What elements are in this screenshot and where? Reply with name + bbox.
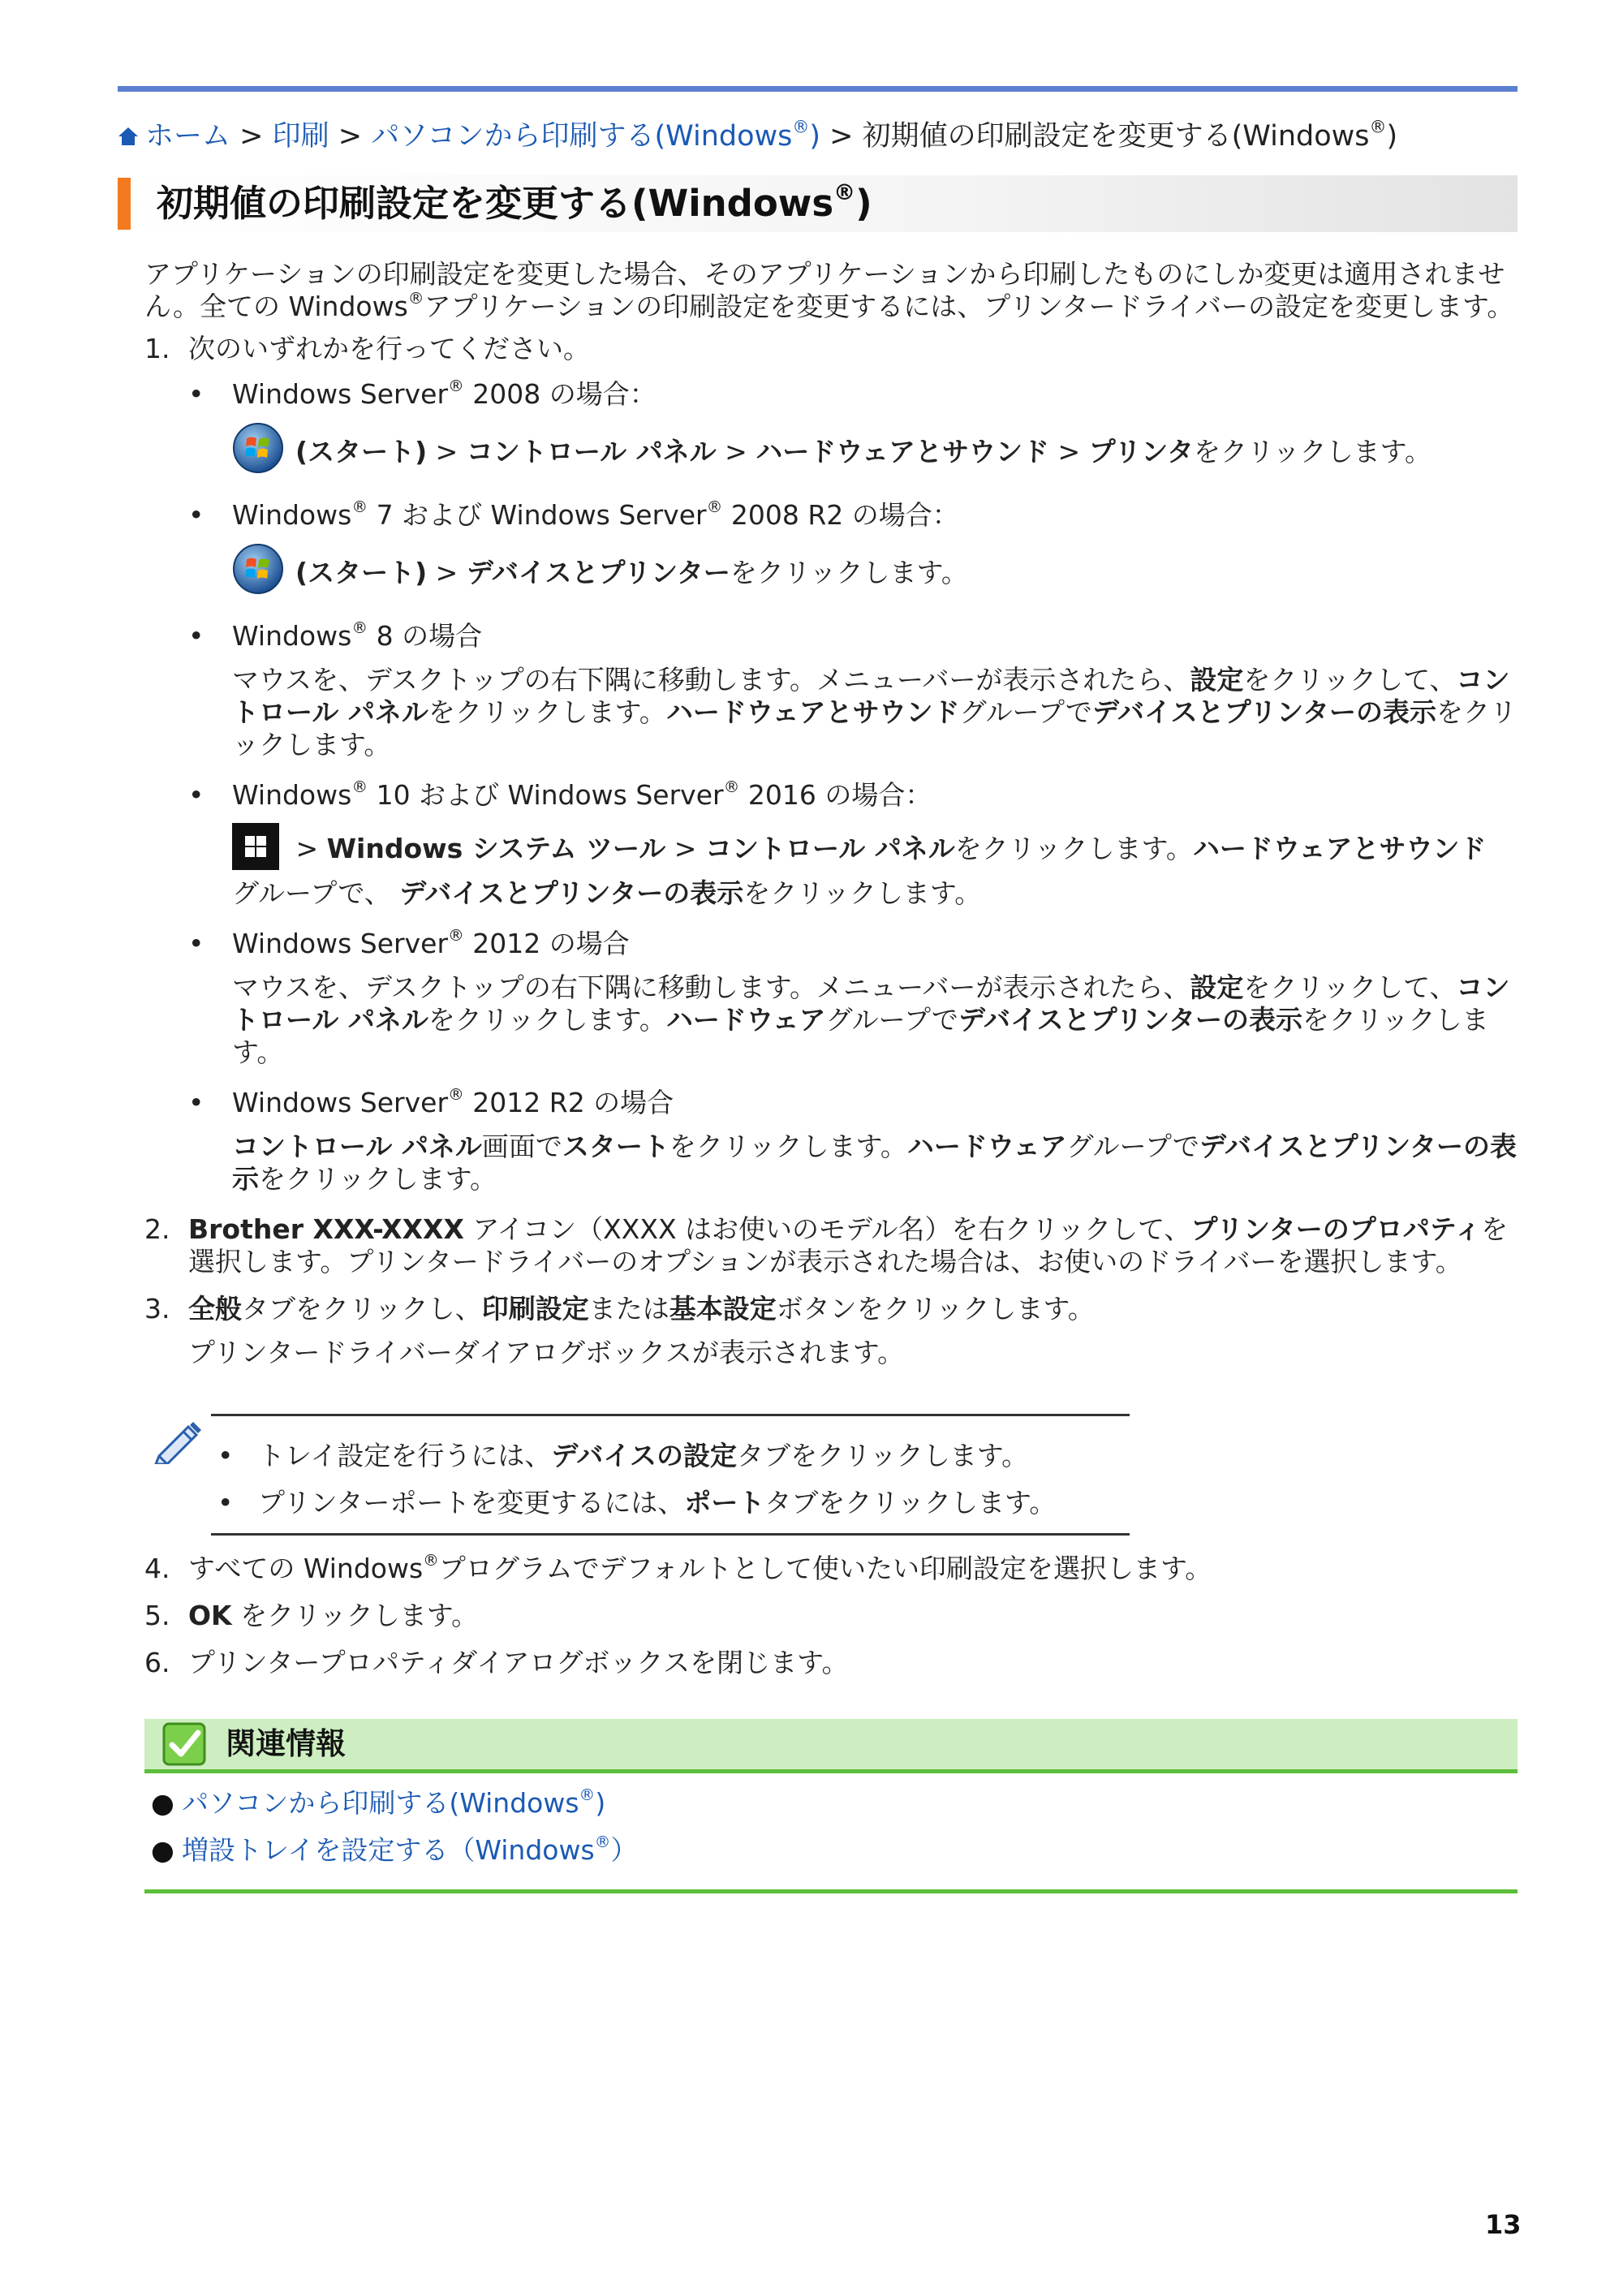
registered-mark: ®: [579, 1786, 596, 1805]
ws2008-instruction-text: [295, 436, 1431, 468]
bullet: •: [188, 378, 204, 410]
step-4-text: すべての Windows: [188, 1553, 424, 1584]
view-devices-printers-label: デバイスとプリンターの表示: [1091, 696, 1436, 728]
step-3-text: ボタンをクリックします。: [776, 1293, 1095, 1325]
note-items: [211, 1440, 1056, 1534]
instruction-text: グループで: [959, 696, 1092, 728]
os-name: Windows: [232, 499, 352, 531]
option-heading: [232, 779, 1518, 812]
hardware-label: ハードウェア: [665, 1004, 826, 1036]
step-number: 3.: [144, 1293, 170, 1325]
option-instruction: [232, 1131, 1518, 1195]
top-rule: [118, 86, 1518, 92]
page-title-bar: [118, 175, 1518, 232]
option-instruction: [232, 664, 1518, 761]
step-3-text: または: [588, 1293, 669, 1325]
step-6: [144, 1647, 1518, 1679]
control-panel-label: コントロール パネル: [232, 1131, 482, 1162]
os-name: Windows: [232, 620, 352, 652]
instruction-text: をクリックして、: [1243, 971, 1457, 1003]
registered-mark: ®: [594, 1833, 611, 1852]
step-2-text: アイコン（XXXX はお使いのモデル名）を右クリックして、: [463, 1213, 1191, 1245]
registered-mark: ®: [448, 926, 464, 946]
os-name: Windows: [232, 779, 352, 811]
instruction-text: マウスを、デスクトップの右下隅に移動します。メニューバーが表示されたら、: [232, 664, 1190, 696]
ok-label: OK: [188, 1600, 232, 1631]
port-tab-label: ポート: [684, 1487, 765, 1518]
option-win8: [188, 620, 1518, 761]
view-devices-printers-label: デバイスとプリンターの表示: [232, 1131, 1517, 1195]
os-name: Windows Server: [232, 378, 449, 410]
control-panel-label: コントロール パネル: [466, 435, 717, 467]
option-instruction: [232, 971, 1518, 1069]
model-name: Brother XXX-XXXX: [188, 1213, 464, 1245]
page-number: 13: [1485, 2209, 1522, 2240]
menu-separator: >: [427, 556, 467, 588]
step-3-line: [188, 1293, 1518, 1325]
bullet: •: [188, 928, 204, 959]
note-text: タブをクリックします。: [737, 1440, 1029, 1471]
instruction-text: をクリックして、: [1243, 664, 1457, 696]
instruction-tail: をクリックします。: [232, 696, 1517, 760]
menu-separator: >: [287, 833, 327, 864]
note-bottom-rule: [211, 1533, 1130, 1536]
main-content: [144, 258, 1518, 1369]
printer-properties-label: プリンターのプロパティ: [1190, 1213, 1482, 1245]
option-instruction: [232, 823, 1518, 910]
note-text: プリンターポートを変更するには、: [258, 1487, 685, 1518]
windows-start-orb-icon: [232, 422, 284, 481]
option-ws2012: [188, 928, 1518, 1069]
instruction-text: マウスを、デスクトップの右下隅に移動します。メニューバーが表示されたら、: [232, 971, 1190, 1003]
registered-mark: ®: [723, 778, 740, 797]
instruction-text: をクリックします。: [954, 833, 1193, 864]
win7-instruction-text: [295, 557, 968, 589]
page-title-text: 初期値の印刷設定を変更する(Windows: [157, 182, 834, 225]
breadcrumb-home[interactable]: ホーム: [145, 120, 231, 153]
os-version-tail: 2016 の場合：: [739, 779, 932, 811]
related-end-rule: [144, 1889, 1518, 1893]
os-name: Windows Server: [232, 1087, 449, 1118]
related-link-text: パソコンから印刷する(Windows: [182, 1787, 579, 1819]
title-accent: [118, 178, 131, 230]
instruction-tail: をクリックします。: [259, 1163, 497, 1195]
step-2-text: を選択します。プリンタードライバーのオプションが表示された場合は、お使いのドライバーを選択します。: [188, 1213, 1509, 1277]
note-text: トレイ設定を行うには、: [258, 1440, 552, 1471]
intro-paragraph: [144, 258, 1518, 323]
menu-separator: >: [1048, 435, 1089, 467]
related-link-tray[interactable]: [144, 1834, 1518, 1867]
control-panel-label: コントロール パネル: [704, 833, 955, 864]
os-version-tail: 2008 R2 の場合：: [722, 499, 959, 531]
note-top-rule: [211, 1414, 1130, 1416]
option-heading: [232, 499, 1518, 532]
bullet: •: [188, 779, 204, 811]
registered-mark: ®: [448, 1085, 464, 1105]
hardware-sound-label: ハードウェアとサウンド: [1192, 833, 1487, 864]
option-heading: [232, 620, 1518, 653]
close-paren: ): [855, 182, 872, 225]
checkmark-icon: [162, 1722, 208, 1775]
os-name: Windows Server: [232, 928, 449, 959]
related-link-text: 増設トレイを設定する（Windows: [182, 1834, 595, 1866]
bullet: •: [217, 1440, 234, 1471]
device-settings-tab-label: デバイスの設定: [551, 1440, 738, 1471]
close-paren: ): [1386, 120, 1398, 153]
close-paren: ): [809, 120, 821, 153]
menu-separator: >: [716, 435, 756, 467]
close-paren: ）: [610, 1834, 638, 1866]
menu-separator: >: [427, 435, 467, 467]
instruction-text: グループで: [825, 1004, 958, 1036]
breadcrumb-current-label: 初期値の印刷設定を変更する(Windows: [862, 120, 1370, 153]
os-version: 2012 R2 の場合: [463, 1087, 674, 1118]
windows-start-button-icon: [232, 823, 279, 877]
registered-mark: ®: [407, 289, 424, 308]
breadcrumb-pc-print[interactable]: [371, 117, 821, 153]
bullet: ●: [151, 1787, 174, 1819]
settings-label: 設定: [1190, 664, 1244, 696]
close-paren: ): [595, 1787, 606, 1819]
bullet: •: [188, 499, 204, 531]
breadcrumb-print[interactable]: 印刷: [272, 120, 329, 153]
printers-label: プリンタ: [1088, 435, 1194, 467]
registered-mark: ®: [423, 1551, 439, 1570]
general-tab-label: 全般: [188, 1293, 242, 1325]
breadcrumb-separator: >: [230, 120, 273, 153]
windows-start-orb-icon: [232, 543, 284, 602]
page-title: [157, 179, 872, 229]
instruction-tail: をクリックします。: [743, 877, 982, 909]
view-devices-printers-label: デバイスとプリンターの表示: [399, 877, 744, 909]
intro-text-a: アプリケーションの印刷設定を変更した場合、そのアプリケーションから印刷したものにしか変更は適用されません。全ての Windows: [144, 258, 1505, 322]
instruction-tail: をクリックします。: [1194, 435, 1432, 467]
hardware-label: ハードウェア: [906, 1131, 1067, 1162]
instruction-tail: をクリックします。: [730, 556, 968, 588]
os-version: 7 および Windows Server: [368, 499, 707, 531]
hardware-sound-label: ハードウェアとサウンド: [665, 696, 960, 728]
hardware-sound-label: ハードウェアとサウンド: [756, 435, 1049, 467]
step-1-text: 次のいずれかを行ってください。: [188, 333, 590, 364]
instruction-text: をクリックします。: [428, 696, 666, 728]
note-item: [211, 1487, 1056, 1519]
option-heading: [232, 378, 1518, 411]
os-version: 8 の場合: [368, 620, 483, 652]
registered-mark: ®: [1369, 117, 1387, 137]
start-label: (スタート): [295, 556, 428, 588]
option-win10: [188, 779, 1518, 910]
view-devices-printers-label: デバイスとプリンターの表示: [958, 1004, 1302, 1036]
note-box: [148, 1414, 1065, 1544]
os-option-list: [188, 378, 1518, 1195]
breadcrumb-current: [862, 117, 1398, 153]
step-4-text: プログラムでデフォルトとして使いたい印刷設定を選択します。: [438, 1553, 1212, 1584]
step-number: 4.: [144, 1553, 170, 1584]
step-5: [144, 1600, 1518, 1632]
final-steps: [144, 1553, 1518, 1694]
step-number: 1.: [144, 333, 170, 364]
control-panel-label: コントロール パネル: [232, 971, 1510, 1036]
option-heading: [232, 1087, 1518, 1119]
related-links: [144, 1787, 1518, 1881]
intro-text-b: アプリケーションの印刷設定を変更するには、プリンタードライバーの設定を変更します。: [424, 291, 1514, 322]
instruction-text: グループで: [1066, 1131, 1199, 1162]
option-ws2012r2: [188, 1087, 1518, 1195]
breadcrumb-separator: >: [820, 120, 863, 153]
registered-mark: ®: [833, 179, 856, 205]
instruction-text: グループで、: [232, 877, 400, 909]
home-icon[interactable]: [118, 117, 139, 159]
instruction-text: をクリックします。: [428, 1004, 666, 1036]
step-number: 5.: [144, 1600, 170, 1631]
step-6-text: プリンタープロパティダイアログボックスを閉じます。: [188, 1647, 849, 1678]
option-instruction: [232, 422, 1518, 481]
registered-mark: ®: [351, 498, 368, 517]
related-info-header: [144, 1719, 1518, 1773]
registered-mark: ®: [448, 377, 464, 396]
breadcrumb-pc-print-label: パソコンから印刷する(Windows: [371, 120, 793, 153]
note-item: [211, 1440, 1056, 1472]
instruction-text: 画面で: [481, 1131, 562, 1162]
control-panel-label: コントロール パネル: [232, 664, 1510, 728]
start-label: (スタート): [295, 435, 428, 467]
settings-label: 設定: [1190, 971, 1244, 1003]
registered-mark: ®: [706, 498, 723, 517]
os-version: 10 および Windows Server: [368, 779, 724, 811]
step-3: [144, 1293, 1518, 1369]
instruction-tail: をクリックします。: [232, 1004, 1489, 1068]
registered-mark: ®: [792, 117, 810, 137]
related-info-title: 関連情報: [226, 1726, 346, 1761]
step-1: [144, 333, 1518, 1195]
os-version: 2008 の場合：: [463, 378, 657, 410]
registered-mark: ®: [351, 778, 368, 797]
bullet: •: [217, 1487, 234, 1518]
option-instruction: [232, 543, 1518, 602]
step-3-result: プリンタードライバーダイアログボックスが表示されます。: [188, 1337, 905, 1368]
breadcrumb: [118, 115, 1397, 159]
basic-settings-label: 基本設定: [669, 1293, 777, 1325]
option-win7: [188, 499, 1518, 602]
step-number: 6.: [144, 1647, 170, 1678]
registered-mark: ®: [351, 618, 368, 638]
step-4: [144, 1553, 1518, 1585]
step-3-text: タブをクリックし、: [242, 1293, 482, 1325]
print-settings-label: 印刷設定: [481, 1293, 589, 1325]
note-text: タブをクリックします。: [764, 1487, 1057, 1518]
option-heading: [232, 928, 1518, 960]
os-version: 2012 の場合: [463, 928, 630, 959]
system-tools-label: Windows システム ツール: [326, 833, 666, 864]
bullet: •: [188, 1087, 204, 1118]
step-number: 2.: [144, 1213, 170, 1245]
devices-printers-label: デバイスとプリンター: [466, 556, 730, 588]
breadcrumb-separator: >: [329, 120, 372, 153]
step-5-text: をクリックします。: [231, 1600, 479, 1631]
step-2: [144, 1213, 1518, 1278]
bullet: •: [188, 620, 204, 652]
bullet: ●: [151, 1834, 174, 1866]
related-link-pc-print[interactable]: [144, 1787, 1518, 1820]
instruction-text: をクリックします。: [669, 1131, 907, 1162]
pencil-icon: [153, 1422, 203, 1467]
start-label: スタート: [562, 1131, 669, 1162]
option-ws2008: [188, 378, 1518, 481]
menu-separator: >: [665, 833, 705, 864]
